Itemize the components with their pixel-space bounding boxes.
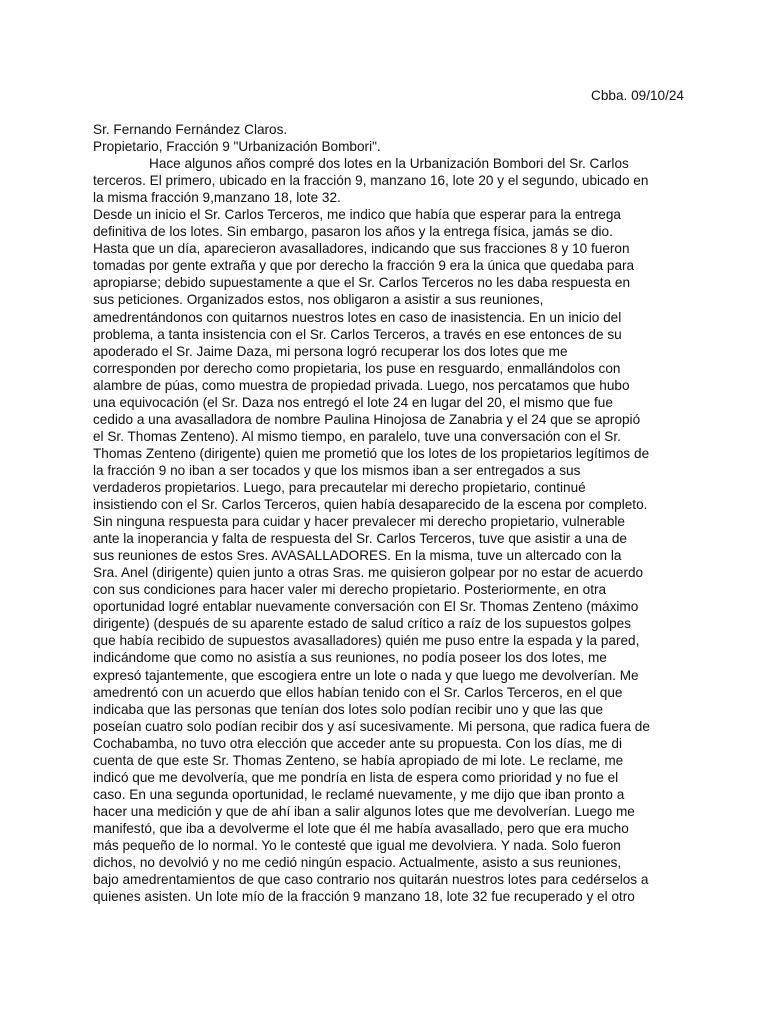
text-line: dichos, no devolvió y no me cedió ningún espacio. Actualmente, asisto a sus reuniones, [93, 855, 622, 871]
text-line: Sra. Anel (dirigente) quien junto a otras Sras. me quisieron golpear por no estar de acuerdo [93, 565, 644, 581]
text-line: Cochabamba, no tuvo otra elección que acceder ante su propuesta. Con los días, me di [93, 735, 622, 751]
text-line: problema, a tanta insistencia con el Sr. Carlos Terceros, a través en ese entonces de su [93, 326, 622, 342]
letter-date: Cbba. 09/10/24 [591, 88, 684, 103]
text-line: amedrentándonos con quitarnos nuestros lotes en caso de inasistencia. En un inicio del [93, 309, 622, 325]
text-line: que había recibido de supuestos avasalladores) quién me puso entre la espada y la pared, [93, 633, 640, 649]
text-line: Hace algunos años compré dos lotes en la Urbanización Bombori del Sr. Carlos [149, 156, 629, 172]
text-line: indicándome que como no asistía a sus reuniones, no podía poseer los dos lotes, me [93, 650, 607, 666]
text-line: indicó que me devolvería, que me pondría en lista de espera como prioridad y no fue el [93, 769, 619, 785]
text-line: Sin ninguna respuesta para cuidar y hacer prevalecer mi derecho propietario, vulnerable [93, 514, 625, 530]
text-line: insistiendo con el Sr. Carlos Terceros, quien había desaparecido de la escena por completo. [93, 497, 648, 513]
text-line: dirigente) (después de su aparente estado de salud crítico a raíz de los supuestos golpes [93, 616, 632, 632]
text-line: cuenta de que este Sr. Thomas Zenteno, se había apropiado de mi lote. Le reclame, me [93, 752, 624, 768]
text-line: sus reuniones de estos Sres. AVASALLADORES. En la misma, tuve un altercado con la [93, 548, 622, 564]
text-line: amedrentó con un acuerdo que ellos habían tenido con el Sr. Carlos Terceros, en el que [93, 684, 623, 700]
text-line: quienes asisten. Un lote mío de la fracción 9 manzano 18, lote 32 fue recuperado y el otro [93, 889, 635, 905]
text-line: Thomas Zenteno (dirigente) quien me prometió que los lotes de los propietarios legítimos de [93, 445, 650, 461]
text-line: cedido a una avasalladora de nombre Paulina Hinojosa de Zanabria y el 24 que se apropió [93, 411, 641, 427]
text-line: bajo amedrentamientos de que caso contrario nos quitarán nuestros lotes para cedérselos a [93, 872, 649, 888]
letter-body [93, 121, 683, 905]
text-line: indicaba que las personas que tenían dos lotes solo podían recibir uno y que las que [93, 701, 604, 717]
text-line: expresó tajantemente, que escogiera entre un lote o nada y que luego me devolverían. Me [93, 667, 639, 683]
text-line: hacer una medición y que de ahí iban a salir algunos lotes que me devolverían. Luego me [93, 803, 635, 819]
text-line: una equivocación (el Sr. Daza nos entregó el lote 24 en lugar del 20, el mismo que fue [93, 394, 613, 410]
text-line: apropiarse; debido supuestamente a que el Sr. Carlos Terceros no les daba respuesta en [93, 275, 631, 291]
text-line: con sus condiciones para hacer valer mi derecho propietario. Posteriormente, en otra [93, 582, 607, 598]
text-line: definitiva de los lotes. Sin embargo, pasaron los años y la entrega física, jamás se dio. [93, 224, 613, 240]
text-line: más pequeño de lo normal. Yo le contesté que igual me devolviera. Y nada. Solo fueron [93, 837, 621, 853]
text-line: la fracción 9 no iban a ser tocados y que los mismos iban a ser entregados a sus [93, 462, 581, 478]
text-line: oportunidad logré entablar nuevamente conversación con El Sr. Thomas Zenteno (máximo [93, 599, 639, 615]
recipient-name: Sr. Fernando Fernández Claros. [93, 122, 288, 137]
recipient-title: Propietario, Fracción 9 "Urbanización Bombori". [93, 139, 381, 155]
text-line: ante la inoperancia y falta de respuesta del Sr. Carlos Terceros, tuve que asistir a una de [93, 531, 627, 547]
text-line: manifestó, que iba a devolverme el lote que él me había avasallado, pero que era mucho [93, 820, 629, 836]
text-line: apoderado el Sr. Jaime Daza, mi persona logró recuperar los dos lotes que me [93, 343, 568, 359]
text-line: Desde un inicio el Sr. Carlos Terceros, me indico que había que esperar para la entrega [93, 207, 621, 223]
text-line: la misma fracción 9,manzano 18, lote 32. [93, 190, 341, 206]
text-line: terceros. El primero, ubicado en la fracción 9, manzano 16, lote 20 y el segundo, ubicado en [93, 173, 649, 189]
text-line: tomadas por gente extraña y que por derecho la fracción 9 era la única que quedaba para [93, 258, 635, 274]
text-line: Hasta que un día, aparecieron avasalladores, indicando que sus fracciones 8 y 10 fueron [93, 241, 630, 257]
text-line: el Sr. Thomas Zenteno). Al mismo tiempo, en paralelo, tuve una conversación con el Sr. [93, 428, 621, 444]
text-line: caso. En una segunda oportunidad, le reclamé nuevamente, y me dijo que iban pronto a [93, 786, 625, 802]
text-line: verdaderos propietarios. Luego, para precautelar mi derecho propietario, continué [93, 479, 586, 495]
text-line: sus peticiones. Organizados estos, nos obligaron a asistir a sus reuniones, [93, 292, 544, 308]
text-line: corresponden por derecho como propietaria, los puse en resguardo, enmallándolos con [93, 360, 621, 376]
text-line: poseían cuatro solo podían recibir dos y así sucesivamente. Mi persona, que radica fuera de [93, 718, 650, 734]
text-line: alambre de púas, como muestra de propiedad privada. Luego, nos percatamos que hubo [93, 377, 630, 393]
